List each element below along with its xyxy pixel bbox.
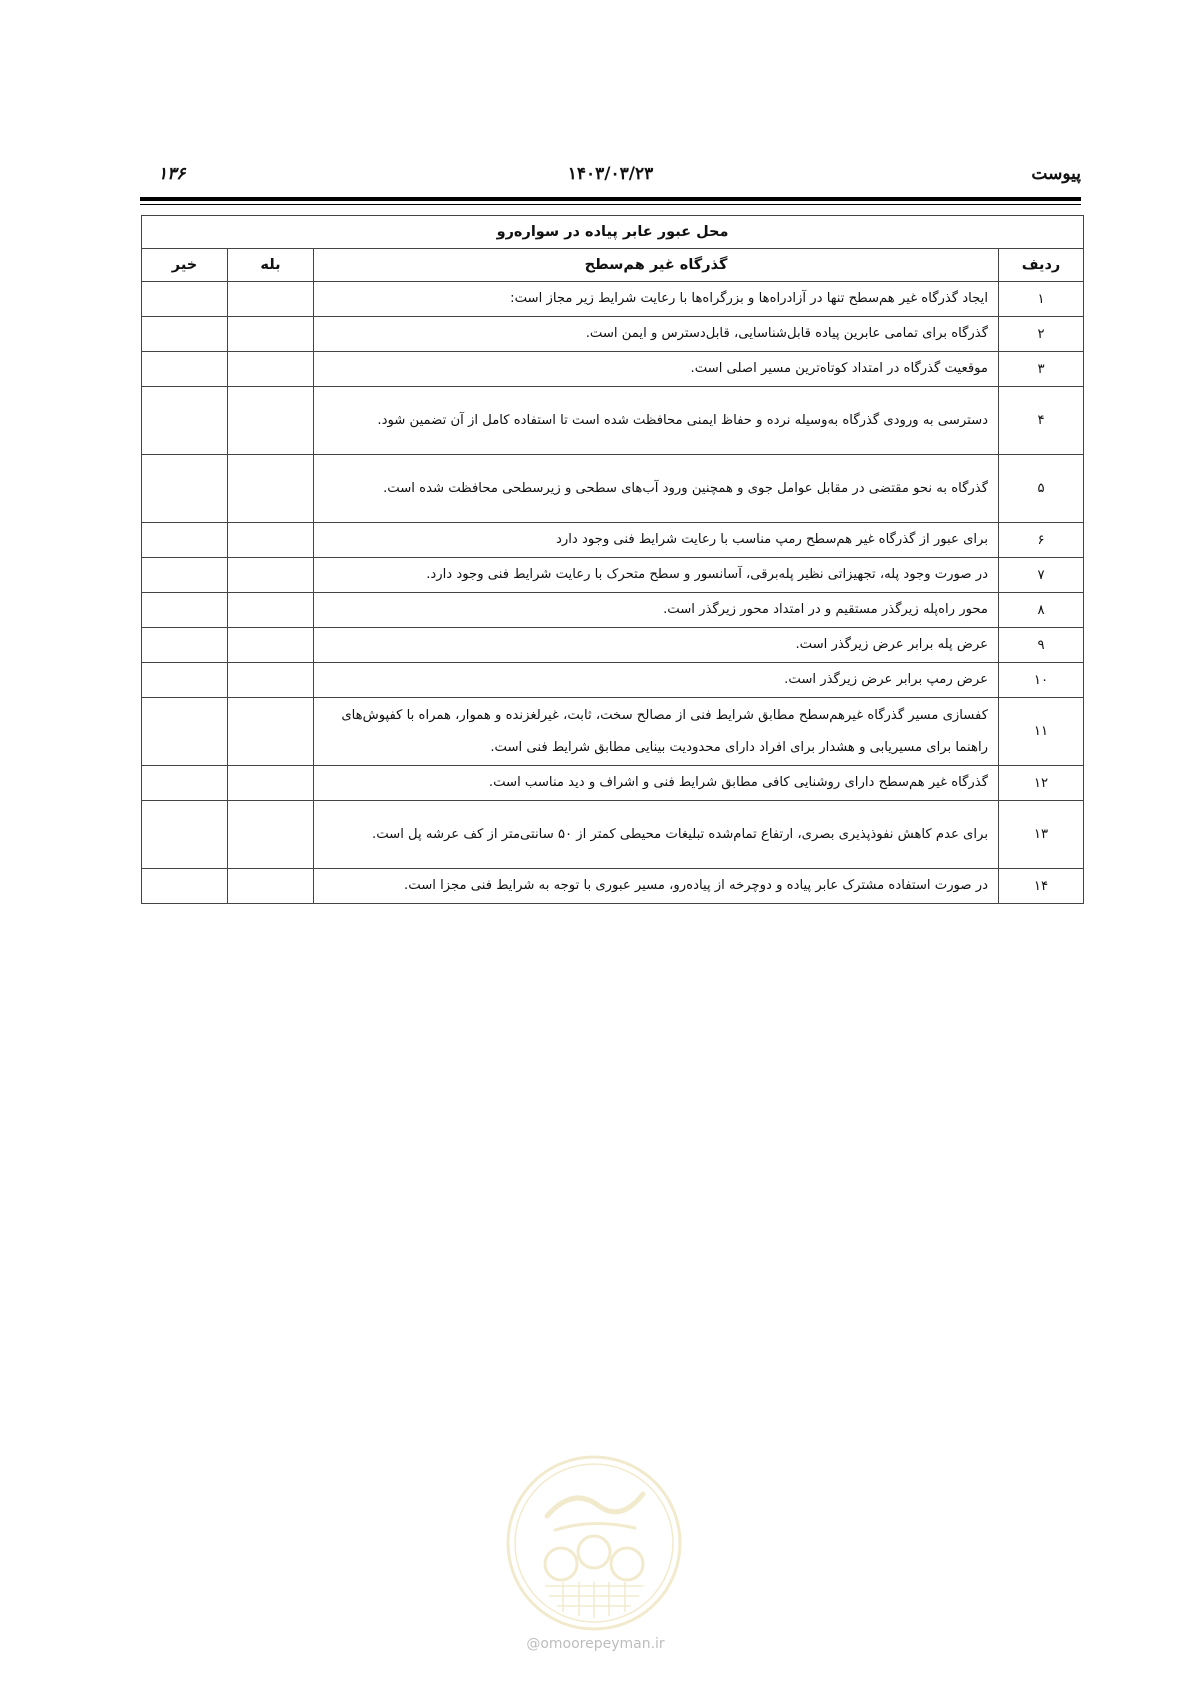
table-title: محل عبور عابر پیاده در سواره‌رو: [142, 216, 1084, 249]
row-text: گذرگاه به نحو مقتضی در مقابل عوامل جوی و همچنین ورود آب‌های سطحی و زیرسطحی محافظت شده است.: [314, 455, 999, 523]
yes-cell[interactable]: [228, 869, 314, 904]
row-text: محور راه‌پله زیرگذر مستقیم و در امتداد محور زیرگذر است.: [314, 593, 999, 628]
no-cell[interactable]: [142, 801, 228, 869]
row-text: در صورت وجود پله، تجهیزاتی نظیر پله‌برقی، آسانسور و سطح متحرک با رعایت شرایط فنی وجود دارد.: [314, 558, 999, 593]
checklist-table: [141, 215, 1084, 904]
header-rule-thin: [140, 204, 1081, 205]
yes-cell[interactable]: [228, 558, 314, 593]
no-cell[interactable]: [142, 593, 228, 628]
row-text: برای عدم کاهش نفوذپذیری بصری، ارتفاع تمام‌شده تبلیغات محیطی کمتر از ۵۰ سانتی‌متر از کف عرشه پل است.: [314, 801, 999, 869]
row-text: موقعیت گذرگاه در امتداد کوتاه‌ترین مسیر اصلی است.: [314, 352, 999, 387]
no-cell[interactable]: [142, 628, 228, 663]
no-cell[interactable]: [142, 352, 228, 387]
no-cell[interactable]: [142, 317, 228, 352]
row-number: ۹: [999, 628, 1084, 663]
header-date: ۱۴۰۳/۰۳/۲۳: [567, 164, 654, 184]
page-number: ۱۳۶: [158, 164, 186, 184]
yes-cell[interactable]: [228, 801, 314, 869]
yes-cell[interactable]: [228, 352, 314, 387]
row-number: ۱: [999, 282, 1084, 317]
yes-cell[interactable]: [228, 282, 314, 317]
table-row: [142, 593, 1084, 628]
table-row: [142, 698, 1084, 766]
table-row: [142, 387, 1084, 455]
row-number: ۲: [999, 317, 1084, 352]
row-number: ۳: [999, 352, 1084, 387]
row-number: ۵: [999, 455, 1084, 523]
watermark-url: @omoorepeyman.ir: [526, 1636, 665, 1652]
row-text: عرض رمپ برابر عرض زیرگذر است.: [314, 663, 999, 698]
yes-cell[interactable]: [228, 317, 314, 352]
no-cell[interactable]: [142, 558, 228, 593]
table-row: [142, 352, 1084, 387]
yes-cell[interactable]: [228, 523, 314, 558]
yes-cell[interactable]: [228, 698, 314, 766]
table-row: [142, 869, 1084, 904]
column-header-yes: بله: [228, 249, 314, 282]
row-text: ایجاد گذرگاه غیر هم‌سطح تنها در آزادراه‌ها و بزرگراه‌ها با رعایت شرایط زیر مجاز است:: [314, 282, 999, 317]
table-row: [142, 628, 1084, 663]
row-text: عرض پله برابر عرض زیرگذر است.: [314, 628, 999, 663]
table-row: [142, 766, 1084, 801]
no-cell[interactable]: [142, 455, 228, 523]
row-number: ۷: [999, 558, 1084, 593]
no-cell[interactable]: [142, 282, 228, 317]
row-text: کفسازی مسیر گذرگاه غیرهم‌سطح مطابق شرایط فنی از مصالح سخت، ثابت، غیرلغزنده و هموار، همراه با کفپوش‌های راهنما برای مسیریابی و هشدار برای افراد دارای محدودیت بینایی مطابق شرایط فنی است.: [314, 698, 999, 766]
row-text: گذرگاه برای تمامی عابرین پیاده قابل‌شناسایی، قابل‌دسترس و ایمن است.: [314, 317, 999, 352]
no-cell[interactable]: [142, 387, 228, 455]
no-cell[interactable]: [142, 663, 228, 698]
yes-cell[interactable]: [228, 455, 314, 523]
column-header-no: خیر: [142, 249, 228, 282]
yes-cell[interactable]: [228, 628, 314, 663]
table-row: [142, 663, 1084, 698]
row-text: دسترسی به ورودی گذرگاه به‌وسیله نرده و حفاظ ایمنی محافظت شده است تا استفاده کامل از آن تضمین شود.: [314, 387, 999, 455]
row-number: ۱۳: [999, 801, 1084, 869]
row-number: ۶: [999, 523, 1084, 558]
yes-cell[interactable]: [228, 663, 314, 698]
table-row: [142, 317, 1084, 352]
no-cell[interactable]: [142, 869, 228, 904]
row-number: ۱۲: [999, 766, 1084, 801]
table-title-row: [142, 216, 1084, 249]
table-row: [142, 455, 1084, 523]
table-header-row: [142, 249, 1084, 282]
watermark-logo: [503, 1452, 685, 1634]
section-title: پیوست: [1031, 164, 1081, 184]
table-row: [142, 801, 1084, 869]
yes-cell[interactable]: [228, 593, 314, 628]
header-rule-thick: [140, 197, 1081, 201]
row-text: گذرگاه غیر هم‌سطح دارای روشنایی کافی مطابق شرایط فنی و اشراف و دید مناسب است.: [314, 766, 999, 801]
no-cell[interactable]: [142, 766, 228, 801]
row-number: ۱۱: [999, 698, 1084, 766]
row-text: برای عبور از گذرگاه غیر هم‌سطح رمپ مناسب با رعایت شرایط فنی وجود دارد: [314, 523, 999, 558]
table-row: [142, 523, 1084, 558]
row-number: ۱۰: [999, 663, 1084, 698]
yes-cell[interactable]: [228, 766, 314, 801]
page-header: [140, 156, 1081, 190]
table-row: [142, 282, 1084, 317]
column-header-item: گذرگاه غیر هم‌سطح: [314, 249, 999, 282]
row-number: ۸: [999, 593, 1084, 628]
column-header-row-number: ردیف: [999, 249, 1084, 282]
no-cell[interactable]: [142, 698, 228, 766]
yes-cell[interactable]: [228, 387, 314, 455]
row-text: در صورت استفاده مشترک عابر پیاده و دوچرخه از پیاده‌رو، مسیر عبوری با توجه به شرایط فنی مجزا است.: [314, 869, 999, 904]
no-cell[interactable]: [142, 523, 228, 558]
row-number: ۱۴: [999, 869, 1084, 904]
table-row: [142, 558, 1084, 593]
row-number: ۴: [999, 387, 1084, 455]
